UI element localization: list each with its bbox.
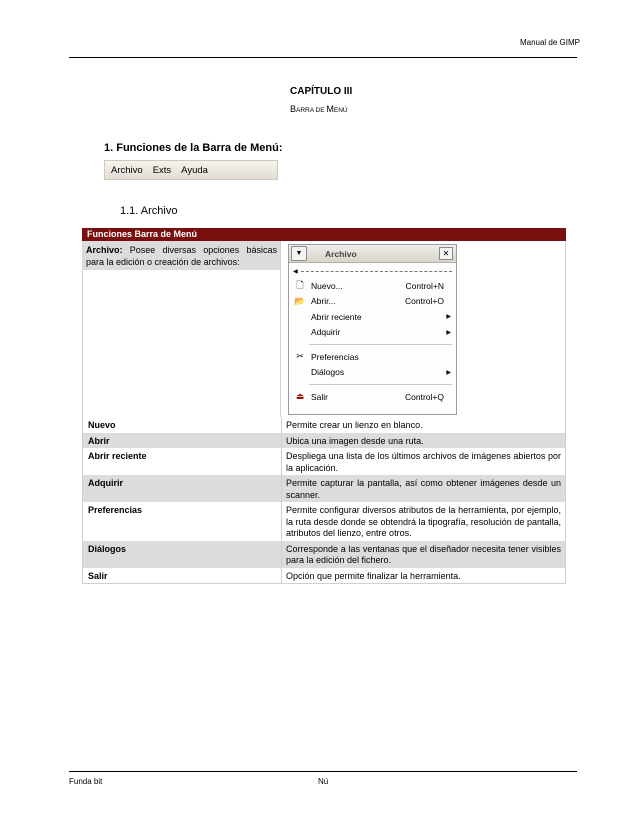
subtitle-initial-1: B — [290, 104, 297, 114]
menu-titlebar — [289, 245, 456, 263]
quit-icon: ⏏ — [295, 391, 305, 402]
subtitle-rest-1: ARRA DE — [296, 107, 327, 114]
submenu-arrow-icon: ▶ — [446, 369, 451, 376]
table-row: Nuevo Permite crear un lienzo en blanco. — [82, 417, 566, 433]
new-file-icon: 🗋 — [296, 279, 304, 290]
table-row: Abrir reciente Despliega una lista de los últimos archivos de imágenes abiertos por la aplicación. — [82, 448, 566, 475]
tearoff-arrow-icon: ◀ — [293, 269, 298, 275]
chapter-subtitle — [290, 104, 348, 114]
menu-separator — [309, 344, 452, 345]
subtitle-rest-2: ENÚ — [333, 107, 348, 114]
menubar-item-archivo: Archivo — [111, 164, 143, 176]
footer-rule — [69, 771, 577, 772]
section-heading: 1. Funciones de la Barra de Menú: — [104, 142, 283, 154]
menu-item-salir: ⏏ Salir Control+Q — [289, 389, 456, 405]
menu-item-abrir: 📂 Abrir... Control+O — [294, 295, 444, 307]
submenu-arrow-icon: ▶ — [446, 314, 451, 321]
table-row: Preferencias Permite configurar diversos atributos de la herramienta, por ejemplo, la ruta desde donde se obtendrá la tipografía, resolución de pantalla, atributos del lienzo, entre otros. — [82, 502, 566, 541]
subtitle-initial-2: M — [326, 104, 334, 114]
archivo-label: Archivo: — [86, 245, 123, 255]
footer-left-text: Funda bit — [69, 777, 103, 786]
menubar-item-exts: Exts — [152, 164, 172, 176]
header-rule — [69, 57, 577, 58]
menu-item-abrir-reciente: Abrir reciente ▶ — [311, 311, 451, 322]
menu-item-preferencias: ✂ Preferencias — [289, 349, 456, 365]
gimp-file-menu-screenshot — [288, 244, 457, 415]
table-row: Diálogos Corresponde a las ventanas que el diseñador necesita tener visibles para la edición del fichero. — [82, 541, 566, 568]
menubar-item-ayuda: Ayuda — [181, 164, 208, 176]
preferences-icon: ✂ — [296, 351, 304, 362]
menu-tearoff — [293, 268, 452, 275]
menu-item-nuevo: 🗋 Nuevo... Control+N — [289, 278, 456, 294]
menu-item-dialogos: Diálogos ▶ — [311, 367, 451, 378]
menu-title: Archivo — [325, 248, 357, 259]
menu-separator — [309, 384, 452, 385]
menu-item-adquirir: Adquirir ▶ — [311, 327, 451, 338]
table-row: Adquirir Permite capturar la pantalla, así como obtener imágenes desde un scanner. — [82, 475, 566, 502]
menu-dropdown-icon: ▼ — [291, 246, 307, 261]
column-divider — [280, 241, 281, 417]
functions-table — [82, 417, 566, 584]
table-header: Funciones Barra de Menú — [82, 228, 566, 241]
archivo-description — [82, 241, 280, 270]
subsection-heading: 1.1. Archivo — [120, 205, 178, 217]
footer-page-number: Nú — [318, 777, 329, 786]
submenu-arrow-icon: ▶ — [446, 329, 451, 336]
archivo-desc-text: Posee diversas opciones básicas para la edición o creación de archivos: — [86, 245, 277, 267]
open-folder-icon: 📂 — [294, 295, 306, 306]
table-row: Salir Opción que permite finalizar la herramienta. — [82, 568, 566, 585]
table-row: Abrir Ubica una imagen desde una ruta. — [82, 433, 566, 449]
close-icon: ✕ — [439, 247, 453, 260]
chapter-title: CAPÍTULO III — [290, 86, 353, 97]
menubar-screenshot — [104, 160, 278, 180]
header-title: Manual de GIMP — [519, 38, 580, 47]
